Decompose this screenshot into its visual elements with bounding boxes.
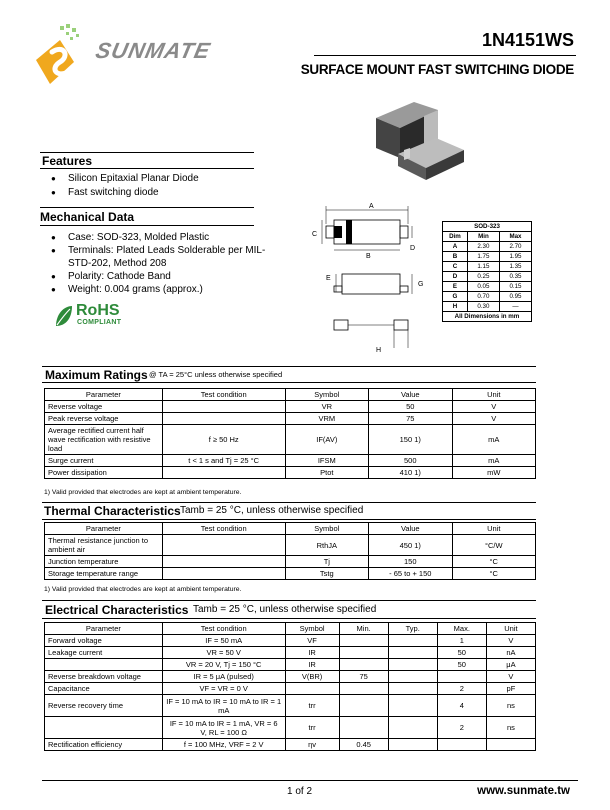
dim-row	[443, 242, 532, 252]
thermal-condition: Tamb = 25 °C, unless otherwise specified	[180, 505, 364, 516]
cell: VRM	[285, 413, 368, 425]
cell: 150 1)	[369, 425, 452, 455]
cell: IF = 10 mA to IR = 10 mA to IR = 1 mA	[162, 695, 285, 717]
cell: °C/W	[452, 535, 535, 556]
table-row	[45, 647, 536, 659]
cell: Power dissipation	[45, 467, 163, 479]
table-row	[45, 739, 536, 751]
mechanical-heading: Mechanical Data	[40, 210, 135, 224]
mechanical-item: ● Terminals: Plated Leads Solderable per MIL-STD-202, Method 208	[42, 244, 270, 270]
table-row	[45, 556, 536, 568]
electrical-table	[44, 622, 536, 751]
mechanical-item: ● Case: SOD-323, Molded Plastic	[42, 231, 270, 244]
footer-rule	[42, 780, 578, 781]
dimension-table-footer: All Dimensions in mm	[443, 312, 532, 322]
table-row	[45, 671, 536, 683]
table-header-row	[45, 389, 536, 401]
dim-label-h: H	[376, 347, 382, 354]
cell: 1	[437, 635, 486, 647]
cell	[388, 671, 437, 683]
thermal-note: 1) Valid provided that electrodes are kept at ambient temperature.	[44, 586, 242, 593]
cell: 50	[369, 401, 452, 413]
dim-cell: H	[443, 302, 468, 312]
company-logo	[30, 22, 94, 92]
cell: IF = 50 mA	[162, 635, 285, 647]
dim-cell: 1.15	[467, 262, 499, 272]
dim-cell: —	[499, 302, 531, 312]
cell: 0.45	[339, 739, 388, 751]
dim-cell: 2.30	[467, 242, 499, 252]
column-header: Unit	[452, 389, 535, 401]
cell: IFSM	[285, 455, 368, 467]
dim-cell: E	[443, 282, 468, 292]
dim-row	[443, 302, 532, 312]
mechanical-item: ● Weight: 0.004 grams (approx.)	[42, 283, 270, 296]
dim-cell: D	[443, 272, 468, 282]
electrical-heading: Electrical Characteristics	[45, 603, 189, 617]
dim-col-header: Dim	[443, 232, 468, 242]
table-header-row	[45, 623, 536, 635]
cell: Thermal resistance junction to ambient air	[45, 535, 163, 556]
cell: 75	[369, 413, 452, 425]
cell	[486, 739, 535, 751]
cell: Surge current	[45, 455, 163, 467]
dim-cell: 0.70	[467, 292, 499, 302]
table-row	[45, 467, 536, 479]
cell: Tstg	[285, 568, 368, 580]
dimension-table	[442, 221, 532, 322]
cell	[388, 695, 437, 717]
cell: IR	[285, 647, 339, 659]
cell: Storage temperature range	[45, 568, 163, 580]
cell	[162, 401, 285, 413]
rohs-leaf-icon	[54, 304, 74, 328]
cell: 2	[437, 717, 486, 739]
cell: 500	[369, 455, 452, 467]
component-photo	[368, 98, 468, 182]
table-row	[45, 717, 536, 739]
header-rule	[314, 55, 576, 56]
cell: Reverse recovery time	[45, 695, 163, 717]
cell: Peak reverse voltage	[45, 413, 163, 425]
cell	[388, 683, 437, 695]
thermal-table	[44, 522, 536, 580]
thermal-rule-top	[42, 502, 536, 503]
dim-row	[443, 272, 532, 282]
rohs-sublabel: COMPLIANT	[77, 319, 122, 326]
dim-cell: 1.75	[467, 252, 499, 262]
cell: Reverse breakdown voltage	[45, 671, 163, 683]
max-ratings-note: 1) Valid provided that electrodes are kept at ambient temperature.	[44, 489, 242, 496]
column-header: Unit	[452, 523, 535, 535]
dim-cell: 1.35	[499, 262, 531, 272]
dim-label-g: G	[418, 281, 424, 288]
features-rule	[40, 168, 254, 169]
cell: Reverse voltage	[45, 401, 163, 413]
table-row	[45, 425, 536, 455]
cell: nA	[486, 647, 535, 659]
cell: VR = 50 V	[162, 647, 285, 659]
cell: ns	[486, 717, 535, 739]
table-row	[45, 683, 536, 695]
cell: 2	[437, 683, 486, 695]
cell: VR	[285, 401, 368, 413]
cell	[339, 695, 388, 717]
features-rule-top	[40, 152, 254, 153]
dim-cell: B	[443, 252, 468, 262]
mechanical-list	[42, 231, 270, 296]
cell: f ≥ 50 Hz	[162, 425, 285, 455]
cell	[339, 717, 388, 739]
dim-label-e: E	[326, 275, 331, 282]
cell	[388, 717, 437, 739]
cell	[162, 568, 285, 580]
table-header-row	[45, 523, 536, 535]
max-ratings-rule-top	[42, 366, 536, 367]
cell	[437, 739, 486, 751]
cell: RthJA	[285, 535, 368, 556]
dim-label-d: D	[410, 245, 416, 252]
dim-cell: 0.35	[499, 272, 531, 282]
cell	[285, 683, 339, 695]
table-row	[45, 535, 536, 556]
column-header: Test condition	[162, 523, 285, 535]
cell: mA	[452, 425, 535, 455]
table-row	[45, 413, 536, 425]
cell: 450 1)	[369, 535, 452, 556]
cell: IF = 10 mA to IR = 1 mA, VR = 6 V, RL = 100 Ω	[162, 717, 285, 739]
cell: Ptot	[285, 467, 368, 479]
cell: pF	[486, 683, 535, 695]
max-ratings-heading: Maximum Ratings	[45, 368, 148, 382]
cell: Forward voltage	[45, 635, 163, 647]
dim-row	[443, 292, 532, 302]
dim-row	[443, 252, 532, 262]
electrical-rule-top	[42, 600, 536, 601]
mechanical-item: ● Polarity: Cathode Band	[42, 270, 270, 283]
cell: VF	[285, 635, 339, 647]
max-ratings-condition: @ TA = 25°C unless otherwise specified	[149, 370, 283, 379]
cell: V(BR)	[285, 671, 339, 683]
table-row	[45, 635, 536, 647]
cell	[162, 535, 285, 556]
logo-wordmark: SUNMATE	[93, 38, 213, 63]
features-list	[42, 172, 262, 199]
cell	[162, 556, 285, 568]
cell	[45, 659, 163, 671]
cell: t < 1 s and Tj = 25 °C	[162, 455, 285, 467]
cell: Capacitance	[45, 683, 163, 695]
dim-cell: 0.05	[467, 282, 499, 292]
dim-label-b: B	[366, 253, 371, 260]
dim-cell: 0.95	[499, 292, 531, 302]
cell	[339, 635, 388, 647]
cell: 75	[339, 671, 388, 683]
table-row	[45, 455, 536, 467]
column-header: Min.	[339, 623, 388, 635]
column-header: Value	[369, 523, 452, 535]
cell: 4	[437, 695, 486, 717]
cell: VR = 20 V, Tj = 150 °C	[162, 659, 285, 671]
cell: 50	[437, 647, 486, 659]
table-row	[45, 568, 536, 580]
column-header: Typ.	[388, 623, 437, 635]
dim-cell: 0.30	[467, 302, 499, 312]
cell: °C	[452, 556, 535, 568]
cell: trr	[285, 717, 339, 739]
electrical-rule	[42, 618, 536, 619]
column-header: Test condition	[162, 623, 285, 635]
dim-cell: 2.70	[499, 242, 531, 252]
cell	[388, 659, 437, 671]
cell: mA	[452, 455, 535, 467]
dim-cell: A	[443, 242, 468, 252]
cell	[339, 647, 388, 659]
dim-row	[443, 262, 532, 272]
cell: V	[452, 401, 535, 413]
product-subtitle: SURFACE MOUNT FAST SWITCHING DIODE	[300, 62, 574, 77]
cell: IR	[285, 659, 339, 671]
max-ratings-table	[44, 388, 536, 479]
column-header: Unit	[486, 623, 535, 635]
column-header: Parameter	[45, 389, 163, 401]
dim-cell: 0.25	[467, 272, 499, 282]
cell: °C	[452, 568, 535, 580]
column-header: Symbol	[285, 623, 339, 635]
dim-row	[443, 282, 532, 292]
column-header: Symbol	[285, 389, 368, 401]
thermal-heading: Thermal Characteristics	[44, 504, 181, 518]
dim-cell: 1.95	[499, 252, 531, 262]
cell	[388, 647, 437, 659]
cell: trr	[285, 695, 339, 717]
mechanical-rule-top	[40, 207, 254, 208]
cell: V	[486, 635, 535, 647]
cell: V	[452, 413, 535, 425]
dim-cell: 0.15	[499, 282, 531, 292]
cell: IF(AV)	[285, 425, 368, 455]
dim-label-c: C	[312, 231, 318, 238]
cell	[162, 413, 285, 425]
outline-drawing	[306, 196, 436, 356]
cell: V	[486, 671, 535, 683]
cell	[388, 635, 437, 647]
cell	[162, 467, 285, 479]
cell	[339, 683, 388, 695]
cell: VF = VR = 0 V	[162, 683, 285, 695]
cell: 50	[437, 659, 486, 671]
cell: Rectification efficiency	[45, 739, 163, 751]
page-number: 1 of 2	[287, 786, 313, 797]
table-row	[45, 695, 536, 717]
column-header: Symbol	[285, 523, 368, 535]
cell: Tj	[285, 556, 368, 568]
cell: Average rectified current half wave rectification with resistive load	[45, 425, 163, 455]
features-heading: Features	[42, 154, 93, 168]
feature-item: ● Fast switching diode	[42, 186, 262, 199]
cell: ns	[486, 695, 535, 717]
feature-item: ● Silicon Epitaxial Planar Diode	[42, 172, 262, 185]
cell: f = 100 MHz, VRF = 2 V	[162, 739, 285, 751]
dim-cell: G	[443, 292, 468, 302]
cell: mW	[452, 467, 535, 479]
cell: - 65 to + 150	[369, 568, 452, 580]
rohs-label: RoHS	[76, 302, 120, 319]
thermal-rule	[42, 519, 536, 520]
cell: 150	[369, 556, 452, 568]
mechanical-rule	[40, 225, 254, 226]
cell: ηv	[285, 739, 339, 751]
cell: Leakage current	[45, 647, 163, 659]
column-header: Value	[369, 389, 452, 401]
max-ratings-rule	[42, 382, 536, 383]
column-header: Test condition	[162, 389, 285, 401]
column-header: Parameter	[45, 523, 163, 535]
part-number: 1N4151WS	[481, 30, 574, 50]
cell	[437, 671, 486, 683]
cell	[45, 717, 163, 739]
table-row	[45, 659, 536, 671]
cell	[339, 659, 388, 671]
column-header: Max.	[437, 623, 486, 635]
dimension-table-title: SOD-323	[443, 222, 532, 232]
cell	[388, 739, 437, 751]
dim-col-header: Max	[499, 232, 531, 242]
table-row	[45, 401, 536, 413]
dim-col-header: Min	[467, 232, 499, 242]
dim-label-a: A	[369, 203, 374, 210]
cell: IR = 5 μA (pulsed)	[162, 671, 285, 683]
column-header: Parameter	[45, 623, 163, 635]
electrical-condition: Tamb = 25 °C, unless otherwise specified	[193, 604, 377, 615]
cell: Junction temperature	[45, 556, 163, 568]
cell: μA	[486, 659, 535, 671]
cell: 410 1)	[369, 467, 452, 479]
website-link[interactable]: www.sunmate.tw	[477, 785, 570, 797]
dim-cell: C	[443, 262, 468, 272]
